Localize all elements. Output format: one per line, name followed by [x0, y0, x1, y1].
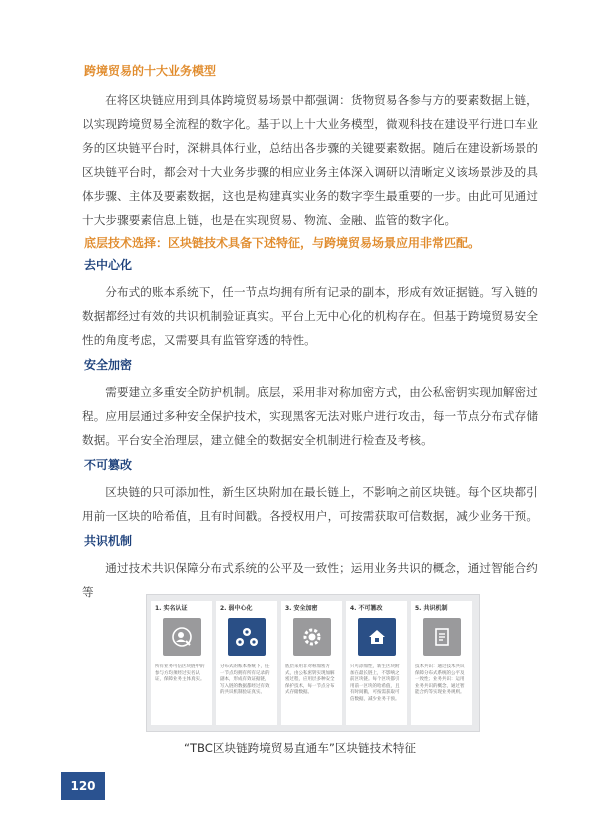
panel-consensus — [411, 601, 472, 725]
panel-title: 4. 不可篡改 — [350, 605, 383, 612]
panel-title: 2. 弱中心化 — [220, 605, 253, 612]
intro-paragraph: 在将区块链应用到具体跨境贸易场景中都强调：货物贸易各参与方的要素数据上链，以实现跨境贸易全流程的数字化。基于以上十大业务模型，微观科技在建设平行进口车业务的区块链平台时，深耕具体行业，总结出各步骤的关键要素数据。随后在建设新场景的区块链平台时，都会对十大业务步骤的相应业务主体深入调研以清晰定义该场景涉及的具体步骤、主体及要素数据，这也是构建真实业务的数字孪生最重要的一步。由此可见通过十大步骤要素信息上链，也是在实现贸易、物流、金融、监管的数字化。 — [82, 93, 539, 227]
section-heading: 去中心化 — [84, 258, 133, 272]
user-search-icon — [163, 618, 201, 656]
network-nodes-icon — [228, 618, 266, 656]
tech-heading: 底层技术选择：区块链技术具备下述特征，与跨境贸易场景应用非常匹配。 — [84, 236, 481, 250]
main-content — [84, 62, 544, 606]
home-lock-icon — [358, 618, 396, 656]
panel-title: 3. 安全加密 — [285, 605, 318, 612]
page-number: 120 — [61, 772, 105, 800]
panel-desc: 只可添加性，新生区块附加在最长链上，不影响之前区块链。每个区块都引用前一区块的哈希值，且有时间戳，可按需获取可信数据，减少业务干预。 — [350, 664, 400, 702]
section-text: 通过技术共识保障分布式系统的公平及一致性；运用业务共识的概念，通过智能合约等 — [82, 561, 538, 599]
section-text: 区块链的只可添加性，新生区块附加在最长链上，不影响之前区块链。每个区块都引用前一区块的哈希值，且有时间戳。各授权用户，可按需获取可信数据，减少业务干预。 — [82, 485, 539, 523]
panel-weak-center — [216, 601, 277, 725]
feature-figure — [146, 594, 480, 732]
section-title: 跨境贸易的十大业务模型 — [84, 64, 217, 78]
section-immutability — [84, 456, 544, 528]
section-heading: 安全加密 — [84, 358, 133, 372]
figure-caption: “TBC区块链跨境贸易直通车”区块链技术特征 — [183, 741, 417, 755]
panel-desc: 技术共识：通过技术共识保障分布式系统的公平及一致性；业务共识：运用业务共识的概念，通过智能合约等实现业务规则。 — [415, 664, 465, 695]
panel-title: 5. 共识机制 — [415, 605, 448, 612]
section-text: 分布式的账本系统下，任一节点均拥有所有记录的副本，形成有效证据链。写入链的数据都经过有效的共识机制验证真实。平台上无中心化的机构存在。但基于跨境贸易安全性的角度考虑，又需要具有监管穿透的特性。 — [82, 285, 539, 347]
section-heading: 不可篡改 — [84, 458, 133, 472]
panel-security — [281, 601, 342, 725]
panel-title: 1. 实名认证 — [155, 605, 188, 612]
panel-desc: 分布式的账本系统下，任一节点均拥有所有记录的副本，形成有效证据链，写入链的数据都经过有效的共识机制验证真实。 — [220, 664, 270, 695]
panel-realname — [151, 601, 212, 725]
panel-immutable — [346, 601, 407, 725]
panel-desc: 所有业务可信区块链中的参与方均须经过实名认证，保障业务主体真实。 — [155, 664, 205, 682]
checklist-icon — [423, 618, 461, 656]
section-heading: 共识机制 — [84, 534, 133, 548]
panel-desc: 底层采用非对称加密方式，由公私密钥实现加解密过程，应用层多种安全保护技术，每一节点分布式存储数据。 — [285, 664, 335, 695]
section-text: 需要建立多重安全防护机制。底层，采用非对称加密方式，由公私密钥实现加解密过程。应用层通过多种安全保护技术，实现黑客无法对账户进行攻击，每一节点分布式存储数据。平台安全治理层，建立健全的数据安全机制进行检查及考核。 — [82, 385, 539, 447]
section-decentralization — [84, 256, 544, 352]
gear-shield-icon — [293, 618, 331, 656]
section-security — [84, 356, 544, 452]
